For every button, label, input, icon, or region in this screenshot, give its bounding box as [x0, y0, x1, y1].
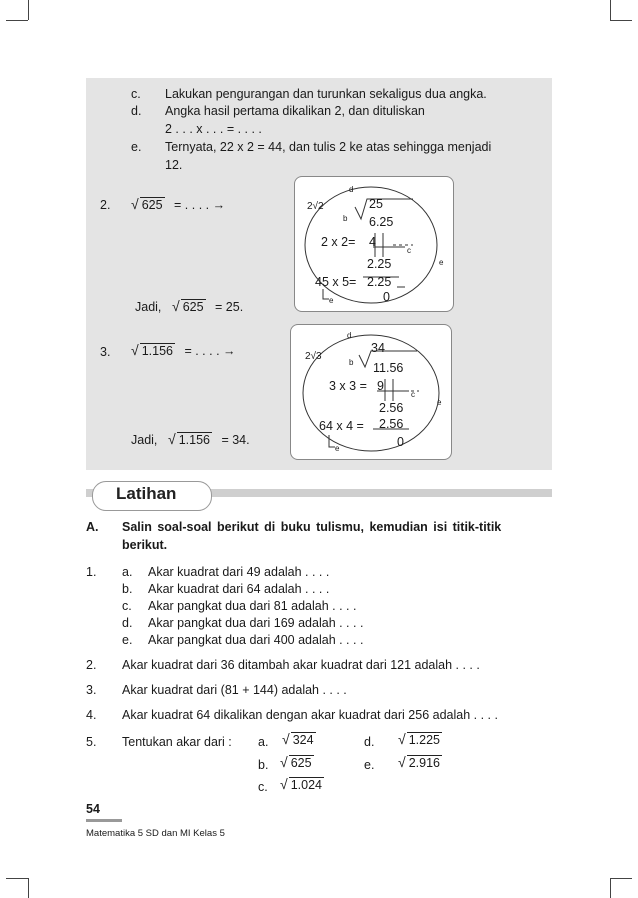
answer-tail: = 25. — [215, 300, 244, 314]
step-marker: d. — [131, 104, 142, 118]
label-d: d — [347, 331, 352, 340]
radicand: 324 — [292, 733, 314, 747]
radicand: 625 — [141, 198, 163, 212]
pair-label: 2√3 — [305, 351, 322, 362]
radicand: 1.024 — [290, 778, 322, 792]
instruction-text: berikut. — [122, 538, 168, 552]
step-row: 2 x 2= — [321, 235, 356, 249]
question-number: 2. — [86, 658, 97, 672]
radicand: 6.25 — [369, 215, 394, 229]
step-marker: e. — [131, 140, 142, 154]
section-title: Latihan — [116, 484, 177, 503]
final-remainder: 0 — [383, 290, 390, 304]
option-sqrt — [398, 731, 442, 747]
option-sqrt — [282, 731, 316, 747]
label-c: c — [411, 390, 415, 399]
step-value: 2.25 — [367, 275, 392, 289]
label-e: e — [439, 258, 444, 267]
step-text: 2 . . . x . . . = . . . . — [165, 122, 262, 136]
radicand: 625 — [290, 756, 312, 770]
question-text: Akar kuadrat dari 36 ditambah akar kuadrat dari 121 adalah . . . . — [122, 658, 480, 672]
step-text: Lakukan pengurangan dan turunkan sekaligus dua angka. — [165, 87, 487, 101]
remainder: 2.56 — [379, 401, 404, 415]
option-marker: a. — [258, 735, 269, 749]
radical-icon: √ — [280, 754, 288, 770]
question-number: 5. — [86, 735, 97, 749]
radical-icon: √ — [282, 731, 290, 747]
option-marker: c. — [258, 780, 268, 794]
remainder: 2.25 — [367, 257, 392, 271]
radical-icon: √ — [398, 754, 406, 770]
step-value: 2.56 — [379, 417, 404, 431]
question-number: 1. — [86, 565, 97, 579]
item-marker: d. — [122, 616, 133, 630]
label-b: b — [343, 214, 348, 223]
sqrt-expression — [131, 342, 236, 358]
item-marker: b. — [122, 582, 133, 596]
radicand: 1.225 — [408, 733, 440, 747]
section-marker: A. — [86, 520, 99, 534]
radicand: 1.156 — [178, 433, 210, 447]
step-row: 3 x 3 = — [329, 379, 367, 393]
diagram-box — [290, 324, 452, 460]
crop-mark — [610, 0, 611, 20]
quotient: 34 — [371, 341, 385, 355]
option-sqrt — [280, 754, 314, 770]
item-text: Akar pangkat dua dari 81 adalah . . . . — [148, 599, 357, 613]
radical-icon: √ — [172, 298, 180, 314]
quotient: 25 — [369, 197, 383, 211]
radical-icon: √ — [398, 731, 406, 747]
item-text: Akar pangkat dua dari 169 adalah . . . . — [148, 616, 364, 630]
radical-icon: √ — [280, 776, 288, 792]
label-e: e — [437, 398, 442, 407]
step-row: 45 x 5= — [315, 275, 357, 289]
crop-mark — [6, 878, 28, 879]
step-value: 9 — [377, 379, 384, 393]
answer-expression — [168, 431, 250, 447]
item-marker: a. — [122, 565, 133, 579]
label-e: e — [335, 444, 340, 453]
radicand: 625 — [182, 300, 204, 314]
item-text: Akar kuadrat dari 49 adalah . . . . — [148, 565, 330, 579]
crop-mark — [610, 20, 632, 21]
label-c: c — [407, 246, 411, 255]
option-sqrt — [280, 776, 324, 792]
option-marker: b. — [258, 758, 269, 772]
instruction-text: Salin soal-soal berikut di buku tulismu, kemudian isi titik-titik — [122, 520, 502, 534]
label-e: e — [329, 296, 334, 305]
option-marker: d. — [364, 735, 375, 749]
sqrt-expression — [131, 196, 225, 212]
question-number: 4. — [86, 708, 97, 722]
label-b: b — [349, 358, 354, 367]
label-d: d — [349, 185, 354, 194]
radical-icon: √ — [168, 431, 176, 447]
crop-mark — [28, 878, 29, 898]
diagram-box — [294, 176, 454, 312]
step-text: Ternyata, 22 x 2 = 44, dan tulis 2 ke atas sehingga menjadi — [165, 140, 492, 154]
question-text: Akar kuadrat dari (81 + 144) adalah . . . . — [122, 683, 347, 697]
radicand: 2.916 — [408, 756, 440, 770]
crop-mark — [28, 0, 29, 20]
item-text: Akar pangkat dua dari 400 adalah . . . . — [148, 633, 364, 647]
page-number-rule — [86, 819, 122, 822]
answer-expression — [172, 298, 243, 314]
book-title: Matematika 5 SD dan MI Kelas 5 — [86, 828, 225, 839]
example-number: 2. — [100, 198, 111, 212]
radical-icon: √ — [131, 196, 139, 212]
pair-label: 2√2 — [307, 201, 324, 212]
question-text: Akar kuadrat 64 dikalikan dengan akar kuadrat dari 256 adalah . . . . — [122, 708, 498, 722]
question-tail: = . . . . → — [184, 344, 236, 358]
item-marker: c. — [122, 599, 132, 613]
question-tail: = . . . . → — [174, 198, 226, 212]
step-value: 4 — [369, 235, 376, 249]
example-number: 3. — [100, 345, 111, 359]
radical-icon: √ — [131, 342, 139, 358]
final-remainder: 0 — [397, 435, 404, 449]
answer-prefix: Jadi, — [131, 433, 158, 447]
page-number: 54 — [86, 802, 100, 816]
option-sqrt — [398, 754, 442, 770]
step-text: 12. — [165, 158, 183, 172]
crop-mark — [610, 878, 632, 879]
crop-mark — [6, 20, 28, 21]
question-text: Tentukan akar dari : — [122, 735, 232, 749]
option-marker: e. — [364, 758, 375, 772]
step-row: 64 x 4 = — [319, 419, 364, 433]
step-marker: c. — [131, 87, 141, 101]
question-number: 3. — [86, 683, 97, 697]
radicand: 11.56 — [373, 361, 404, 375]
item-text: Akar kuadrat dari 64 adalah . . . . — [148, 582, 330, 596]
crop-mark — [610, 878, 611, 898]
item-marker: e. — [122, 633, 133, 647]
answer-tail: = 34. — [221, 433, 250, 447]
radicand: 1.156 — [141, 344, 173, 358]
answer-prefix: Jadi, — [135, 300, 162, 314]
step-text: Angka hasil pertama dikalikan 2, dan dituliskan — [165, 104, 425, 118]
